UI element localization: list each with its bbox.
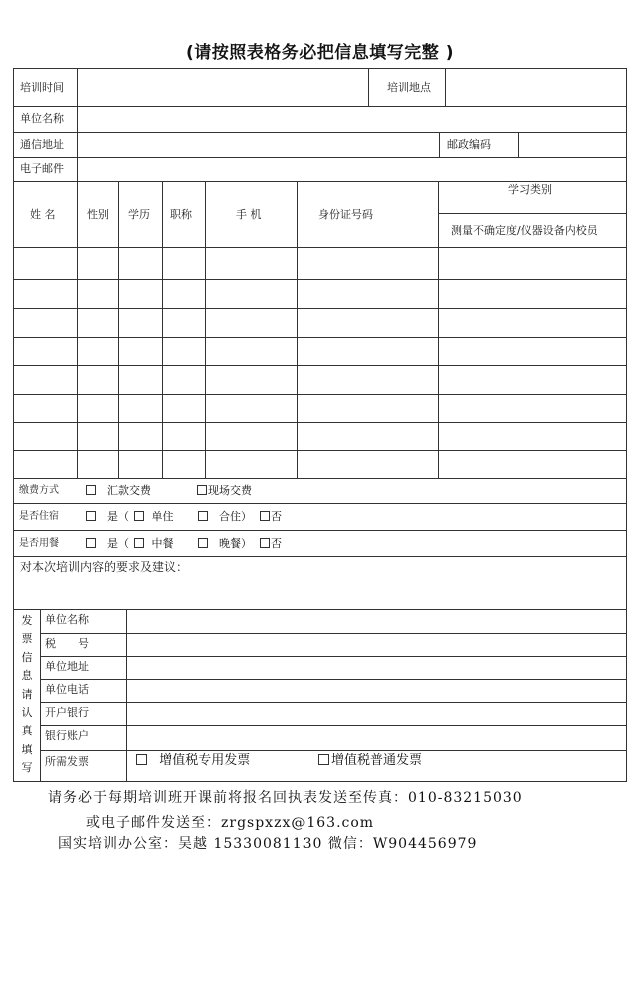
- option-label: 是（: [107, 510, 129, 523]
- label-payment: 缴费方式: [19, 485, 59, 496]
- page-title: (请按照表格务必把信息填写完整 ): [186, 43, 454, 63]
- option-label: 增值税专用发票: [159, 753, 251, 768]
- invoice-option-special[interactable]: [136, 754, 250, 768]
- row-divider: [13, 337, 627, 338]
- email-field[interactable]: [78, 158, 626, 180]
- option-label: 否: [271, 510, 282, 523]
- option-label: 现场交费: [208, 484, 252, 497]
- meals-yes[interactable]: [86, 537, 129, 551]
- lodging-single[interactable]: [134, 510, 174, 524]
- row-divider: [13, 609, 627, 610]
- col-header-id-number: 身份证号码: [318, 208, 373, 221]
- invoice-side-label: 发 票 信 息 请 认 真 填 写: [21, 614, 33, 775]
- row-divider: [13, 181, 627, 182]
- row-divider: [13, 450, 627, 451]
- row-divider: [40, 633, 627, 634]
- label-address: 通信地址: [20, 138, 64, 151]
- label-unit-name: 单位名称: [20, 112, 64, 125]
- checkbox-icon[interactable]: [136, 754, 147, 765]
- col-header-study-type: 学习类别: [508, 183, 552, 196]
- lodging-no[interactable]: [260, 510, 282, 524]
- label-training-location: 培训地点: [387, 81, 431, 94]
- row-divider: [13, 422, 627, 423]
- label-email: 电子邮件: [20, 162, 64, 175]
- lodging-yes[interactable]: [86, 510, 129, 524]
- invoice-label-invoice-type: 所需发票: [45, 755, 89, 768]
- row-divider: [40, 702, 627, 703]
- option-label: 合住）: [219, 510, 252, 523]
- col-divider: [118, 181, 119, 478]
- col-divider: [126, 609, 127, 782]
- option-label: 是（: [107, 537, 129, 550]
- col-header-education: 学历: [128, 208, 150, 221]
- col-divider: [40, 609, 41, 782]
- invoice-label-unit-phone: 单位电话: [45, 683, 89, 696]
- address-field[interactable]: [78, 133, 438, 156]
- meals-lunch[interactable]: [134, 537, 174, 551]
- suggestions-field[interactable]: [14, 576, 626, 608]
- payment-option-transfer[interactable]: [86, 484, 151, 498]
- invoice-label-bank: 开户银行: [45, 706, 89, 719]
- col-divider: [297, 181, 298, 478]
- checkbox-icon[interactable]: [318, 754, 329, 765]
- row-divider: [13, 279, 627, 280]
- invoice-label-tax-number: 税 号: [45, 637, 89, 650]
- row-divider: [13, 556, 627, 557]
- lodging-shared[interactable]: [198, 510, 252, 524]
- meals-dinner[interactable]: [198, 537, 252, 551]
- checkbox-icon[interactable]: [198, 538, 208, 548]
- row-divider: [13, 503, 627, 504]
- checkbox-icon[interactable]: [260, 538, 270, 548]
- row-divider: [40, 725, 627, 726]
- footer-contact-line: 国实培训办公室：吴越 15330081130 微信：W904456979: [58, 836, 478, 852]
- checkbox-icon[interactable]: [86, 485, 96, 495]
- label-suggestions: 对本次培训内容的要求及建议：: [20, 560, 189, 574]
- row-divider: [439, 213, 627, 214]
- postcode-field[interactable]: [519, 133, 626, 156]
- row-divider: [40, 656, 627, 657]
- label-meals: 是否用餐: [19, 538, 59, 549]
- row-divider: [13, 394, 627, 395]
- training-location-field[interactable]: [446, 69, 626, 105]
- option-label: 单住: [151, 510, 174, 523]
- col-divider: [439, 132, 440, 157]
- payment-option-onsite[interactable]: [197, 484, 252, 498]
- checkbox-icon[interactable]: [86, 538, 96, 548]
- invoice-label-unit-address: 单位地址: [45, 660, 89, 673]
- col-divider: [438, 181, 439, 478]
- col-header-position: 职称: [170, 208, 192, 221]
- unit-name-field[interactable]: [78, 107, 626, 131]
- option-label: 增值税普通发票: [331, 753, 423, 768]
- row-divider: [13, 365, 627, 366]
- footer-fax-line: 请务必于每期培训班开课前将报名回执表发送至传真：010-83215030: [48, 790, 523, 806]
- checkbox-icon[interactable]: [134, 538, 144, 548]
- invoice-label-unit-name: 单位名称: [45, 613, 89, 626]
- label-lodging: 是否住宿: [19, 511, 59, 522]
- row-divider: [13, 530, 627, 531]
- row-divider: [13, 308, 627, 309]
- row-divider: [13, 478, 627, 479]
- invoice-label-bank-account: 银行账户: [45, 729, 89, 742]
- option-label: 晚餐）: [219, 537, 252, 550]
- meals-no[interactable]: [260, 537, 282, 551]
- row-divider: [40, 679, 627, 680]
- footer-email-line: 或电子邮件发送至：zrgspxzx@163.com: [86, 815, 375, 831]
- col-header-gender: 性别: [87, 208, 109, 221]
- checkbox-icon[interactable]: [86, 511, 96, 521]
- col-divider: [162, 181, 163, 478]
- label-training-time: 培训时间: [20, 81, 64, 94]
- row-divider: [13, 247, 627, 248]
- col-header-study-type-sub: 测量不确定度/仪器设备内校员: [451, 224, 598, 237]
- label-postcode: 邮政编码: [447, 138, 491, 151]
- checkbox-icon[interactable]: [260, 511, 270, 521]
- col-header-mobile: 手 机: [236, 208, 262, 221]
- option-label: 中餐: [151, 537, 174, 550]
- col-divider: [205, 181, 206, 478]
- invoice-option-general[interactable]: [318, 754, 422, 768]
- option-label: 否: [271, 537, 282, 550]
- checkbox-icon[interactable]: [134, 511, 144, 521]
- option-label: 汇款交费: [107, 484, 151, 497]
- col-divider: [368, 68, 369, 106]
- row-divider: [40, 750, 627, 751]
- checkbox-icon[interactable]: [198, 511, 208, 521]
- training-time-field[interactable]: [78, 69, 367, 105]
- checkbox-icon[interactable]: [197, 485, 207, 495]
- col-header-name: 姓 名: [30, 208, 56, 221]
